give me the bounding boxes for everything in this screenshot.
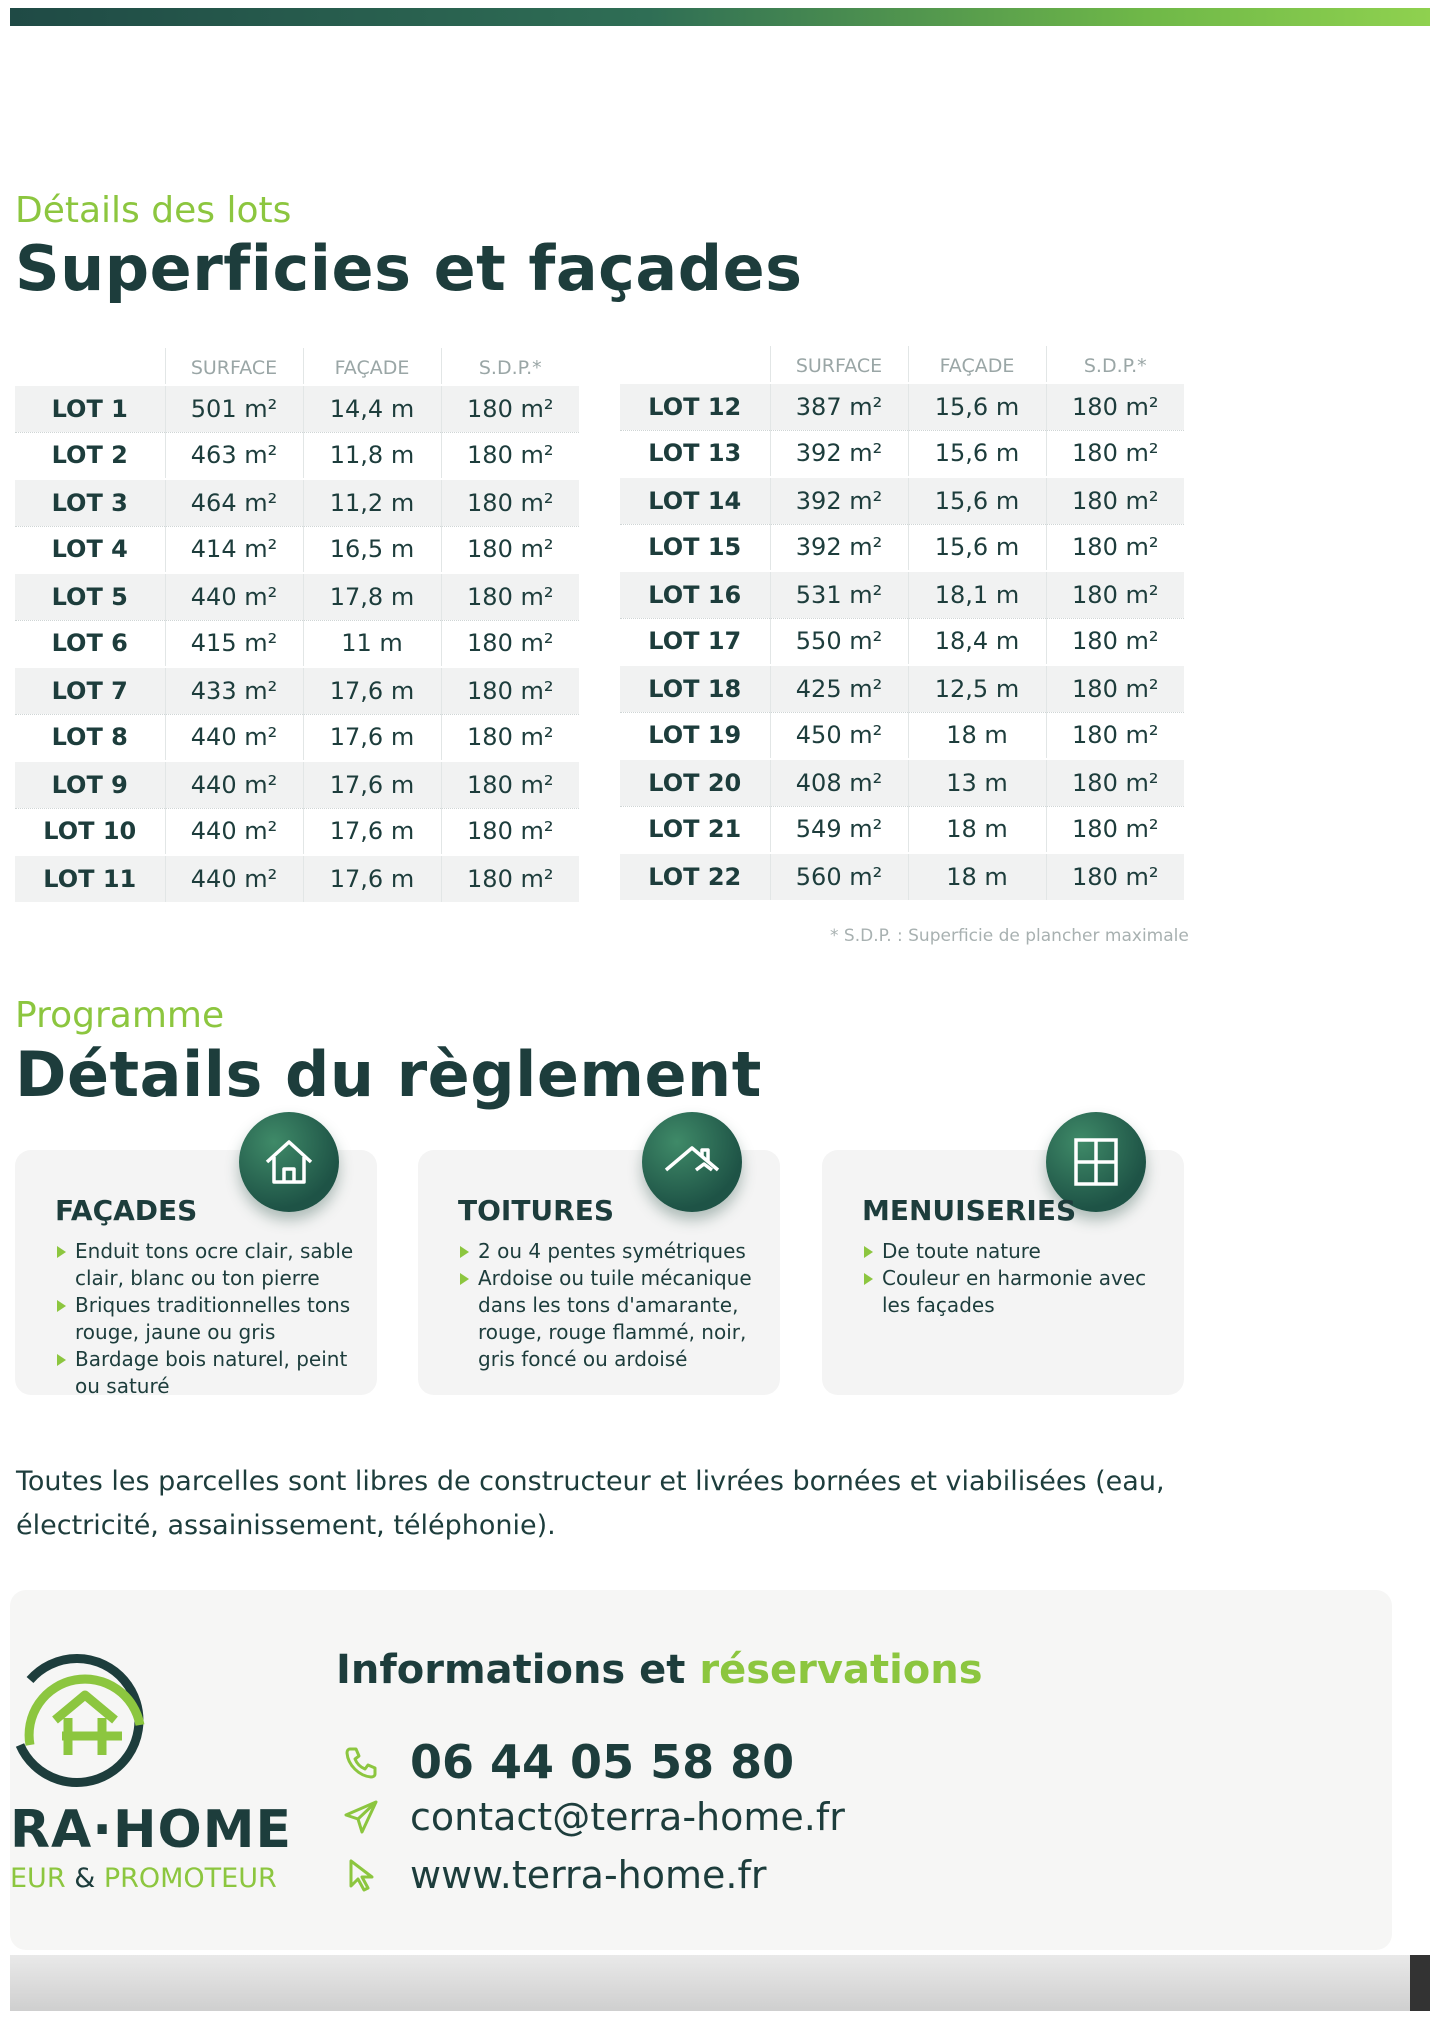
lot-facade: 18,1 m <box>908 571 1046 618</box>
brand-name: RA·HOME <box>10 1800 293 1860</box>
table-row <box>15 808 579 855</box>
phone-icon <box>342 1743 380 1781</box>
table-header-row <box>15 348 579 385</box>
lot-surface: 440 m² <box>165 714 303 761</box>
lot-name: LOT 13 <box>620 430 770 477</box>
table-row <box>15 432 579 479</box>
lot-facade: 18 m <box>908 853 1046 900</box>
list-item: De toute nature <box>862 1238 1162 1265</box>
lot-name: LOT 7 <box>15 667 165 714</box>
table-row <box>15 479 579 526</box>
statement-text: Toutes les parcelles sont libres de constructeur et livrées bornées et viabilisées (eau, électricité, assainissement, téléphonie). <box>16 1466 1165 1541</box>
table-row <box>620 618 1184 665</box>
header-facade: FAÇADE <box>303 348 441 385</box>
lots-title: Superficies et façades <box>15 232 803 305</box>
info-title-b: réservations <box>699 1647 983 1693</box>
lots-eyebrow: Détails des lots <box>15 190 292 231</box>
lot-sdp: 180 m² <box>1046 759 1184 806</box>
card-list <box>55 1238 355 1400</box>
lot-name: LOT 12 <box>620 383 770 430</box>
website-url[interactable]: www.terra-home.fr <box>410 1853 767 1897</box>
lot-sdp: 180 m² <box>441 855 579 902</box>
lot-sdp: 180 m² <box>1046 665 1184 712</box>
lot-name: LOT 15 <box>620 524 770 571</box>
email-row[interactable] <box>342 1795 845 1839</box>
table-row <box>15 714 579 761</box>
lot-surface: 501 m² <box>165 385 303 432</box>
lot-name: LOT 1 <box>15 385 165 432</box>
lot-sdp: 180 m² <box>1046 571 1184 618</box>
header-surface: SURFACE <box>165 348 303 385</box>
website-row[interactable] <box>342 1853 767 1897</box>
programme-eyebrow: Programme <box>15 995 225 1036</box>
header-sdp: S.D.P.* <box>1046 346 1184 383</box>
lot-sdp: 180 m² <box>441 479 579 526</box>
lot-name: LOT 18 <box>620 665 770 712</box>
send-icon <box>342 1798 380 1836</box>
header-facade: FAÇADE <box>908 346 1046 383</box>
lot-sdp: 180 m² <box>441 761 579 808</box>
lot-facade: 11,2 m <box>303 479 441 526</box>
brand-tagline-b: PROMOTEUR <box>103 1863 277 1894</box>
table-row <box>620 665 1184 712</box>
info-title-a: Informations et <box>336 1647 686 1693</box>
table-row <box>620 430 1184 477</box>
programme-title: Détails du règlement <box>15 1038 762 1111</box>
table-header-row <box>620 346 1184 383</box>
table-row <box>15 761 579 808</box>
card-list <box>862 1238 1162 1319</box>
lot-surface: 440 m² <box>165 808 303 855</box>
card-toitures <box>418 1150 780 1395</box>
lot-name: LOT 2 <box>15 432 165 479</box>
lot-facade: 17,6 m <box>303 808 441 855</box>
list-item: Enduit tons ocre clair, sable clair, blanc ou ton pierre <box>55 1238 355 1292</box>
lot-surface: 464 m² <box>165 479 303 526</box>
table-row <box>15 526 579 573</box>
email-address[interactable]: contact@terra-home.fr <box>410 1795 845 1839</box>
table-row <box>15 667 579 714</box>
lot-surface: 440 m² <box>165 573 303 620</box>
lot-sdp: 180 m² <box>441 667 579 714</box>
card-menuiseries <box>822 1150 1184 1395</box>
lot-name: LOT 19 <box>620 712 770 759</box>
sdp-footnote: * S.D.P. : Superficie de plancher maximale <box>830 926 1189 946</box>
table-row <box>620 524 1184 571</box>
lot-sdp: 180 m² <box>1046 853 1184 900</box>
lot-name: LOT 9 <box>15 761 165 808</box>
brand-tagline-a: EUR <box>10 1863 66 1894</box>
bottom-scan-bar <box>10 1955 1430 2011</box>
lot-sdp: 180 m² <box>1046 524 1184 571</box>
lot-facade: 17,6 m <box>303 667 441 714</box>
top-gradient-bar <box>10 8 1430 26</box>
lot-surface: 531 m² <box>770 571 908 618</box>
lot-name: LOT 4 <box>15 526 165 573</box>
card-title: MENUISERIES <box>862 1194 1077 1227</box>
lot-sdp: 180 m² <box>441 385 579 432</box>
table-row <box>620 477 1184 524</box>
lot-facade: 14,4 m <box>303 385 441 432</box>
lot-facade: 17,6 m <box>303 714 441 761</box>
lot-facade: 15,6 m <box>908 430 1046 477</box>
lot-facade: 17,6 m <box>303 761 441 808</box>
lot-facade: 17,8 m <box>303 573 441 620</box>
lot-facade: 15,6 m <box>908 477 1046 524</box>
lot-name: LOT 10 <box>15 808 165 855</box>
bottom-edge <box>1410 1955 1430 2011</box>
lot-name: LOT 16 <box>620 571 770 618</box>
lot-facade: 18,4 m <box>908 618 1046 665</box>
lot-sdp: 180 m² <box>441 526 579 573</box>
brand-tagline-amp: & <box>74 1863 96 1894</box>
card-facades <box>15 1150 377 1398</box>
lot-name: LOT 22 <box>620 853 770 900</box>
lot-name: LOT 3 <box>15 479 165 526</box>
lot-sdp: 180 m² <box>441 808 579 855</box>
lot-sdp: 180 m² <box>1046 383 1184 430</box>
lots-table-left <box>15 348 579 902</box>
lot-sdp: 180 m² <box>1046 430 1184 477</box>
lot-name: LOT 20 <box>620 759 770 806</box>
lot-surface: 440 m² <box>165 855 303 902</box>
lot-name: LOT 6 <box>15 620 165 667</box>
lot-name: LOT 8 <box>15 714 165 761</box>
lot-facade: 11,8 m <box>303 432 441 479</box>
lot-facade: 12,5 m <box>908 665 1046 712</box>
lot-name: LOT 21 <box>620 806 770 853</box>
card-title: FAÇADES <box>55 1194 198 1227</box>
phone-number[interactable]: 06 44 05 58 80 <box>410 1735 795 1789</box>
lot-surface: 392 m² <box>770 477 908 524</box>
lot-surface: 560 m² <box>770 853 908 900</box>
table-row <box>620 383 1184 430</box>
list-item: Briques traditionnelles tons rouge, jaune ou gris <box>55 1292 355 1346</box>
house-icon <box>239 1112 339 1212</box>
lot-facade: 15,6 m <box>908 524 1046 571</box>
info-title <box>336 1647 983 1693</box>
brand-tagline <box>10 1863 277 1894</box>
lot-surface: 387 m² <box>770 383 908 430</box>
phone-row[interactable] <box>342 1735 794 1789</box>
table-row <box>620 712 1184 759</box>
lot-name: LOT 17 <box>620 618 770 665</box>
list-item: Bardage bois naturel, peint ou saturé <box>55 1346 355 1400</box>
lot-sdp: 180 m² <box>441 432 579 479</box>
card-title: TOITURES <box>458 1194 615 1227</box>
lot-facade: 16,5 m <box>303 526 441 573</box>
lot-facade: 11 m <box>303 620 441 667</box>
card-list <box>458 1238 758 1373</box>
terra-home-logo <box>10 1650 150 1800</box>
lot-name: LOT 11 <box>15 855 165 902</box>
lot-facade: 15,6 m <box>908 383 1046 430</box>
lot-surface: 408 m² <box>770 759 908 806</box>
lot-surface: 550 m² <box>770 618 908 665</box>
table-row <box>620 853 1184 900</box>
list-item: 2 ou 4 pentes symétriques <box>458 1238 758 1265</box>
roof-icon <box>642 1112 742 1212</box>
lot-facade: 18 m <box>908 806 1046 853</box>
table-row <box>620 806 1184 853</box>
lot-name: LOT 14 <box>620 477 770 524</box>
lot-sdp: 180 m² <box>441 714 579 761</box>
table-row <box>15 620 579 667</box>
lot-sdp: 180 m² <box>1046 712 1184 759</box>
list-item: Ardoise ou tuile mécanique dans les tons d'amarante, rouge, rouge flammé, noir, gris foncé ou ardoisé <box>458 1265 758 1373</box>
header-blank <box>620 346 770 383</box>
table-row <box>15 855 579 902</box>
lot-surface: 433 m² <box>165 667 303 714</box>
lot-sdp: 180 m² <box>441 620 579 667</box>
lot-surface: 415 m² <box>165 620 303 667</box>
lot-facade: 17,6 m <box>303 855 441 902</box>
table-row <box>15 385 579 432</box>
lot-facade: 13 m <box>908 759 1046 806</box>
table-row <box>620 759 1184 806</box>
lot-surface: 414 m² <box>165 526 303 573</box>
header-surface: SURFACE <box>770 346 908 383</box>
cursor-icon <box>342 1856 380 1894</box>
list-item: Couleur en harmonie avec les façades <box>862 1265 1162 1319</box>
header-sdp: S.D.P.* <box>441 348 579 385</box>
lots-table-right <box>620 346 1184 900</box>
lot-surface: 440 m² <box>165 761 303 808</box>
header-blank <box>15 348 165 385</box>
table-row <box>15 573 579 620</box>
lot-surface: 425 m² <box>770 665 908 712</box>
lot-name: LOT 5 <box>15 573 165 620</box>
lot-sdp: 180 m² <box>1046 806 1184 853</box>
lot-facade: 18 m <box>908 712 1046 759</box>
lot-sdp: 180 m² <box>1046 477 1184 524</box>
lot-surface: 463 m² <box>165 432 303 479</box>
lot-surface: 450 m² <box>770 712 908 759</box>
lot-sdp: 180 m² <box>1046 618 1184 665</box>
lot-sdp: 180 m² <box>441 573 579 620</box>
lot-surface: 392 m² <box>770 430 908 477</box>
table-row <box>620 571 1184 618</box>
lot-surface: 392 m² <box>770 524 908 571</box>
lot-surface: 549 m² <box>770 806 908 853</box>
